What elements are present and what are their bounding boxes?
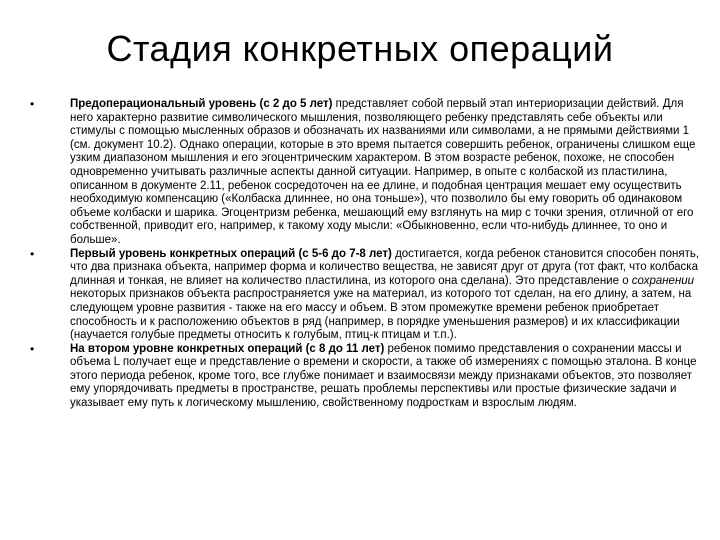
bullet-marker: • [30, 246, 35, 261]
bullet-text: представляет собой первый этап интериоризации действий. Для него характерно развитие символического мышления, позволяющего ребенку представлять себе объекты или стимулы с помощью мысленных образов и обозначать их названиями или символами, а не прямыми действиями 1 (см. документ 10.2). Однако операции, которые в это время пытается совершить ребенок, ограничены слишком еще узким диапазоном мышления и его эгоцентрическим характером. В этом возрасте ребенок, похоже, не способен одновременно учитывать различные аспекты данной ситуации. Например, в опыте с колбаской из пластилина, описанном в документе 2.11, ребенок сосредоточен на ее длине, и подобная центрация мешает ему осуществить необходимую компенсацию («Колбаска длиннее, но она тоньше»), что позволило бы ему говорить об одинаковом объеме колбаски и шарика. Эгоцентризм ребенка, мешающий ему взглянуть на мир с точки зрения, отличной от его собственной, приводит его, например, к такому ходу мысли: «Обыкновенно, если что-нибудь длиннее, то оно и больше». [70, 98, 696, 246]
bullet-italic-term: сохранении [631, 274, 695, 287]
bullet-lead: Предоперациональный уровень (с 2 до 5 лет) [70, 98, 333, 110]
bullet-item-preoperational [30, 98, 700, 248]
bullet-item-first-concrete-level [30, 248, 700, 343]
bullet-lead: На втором уровне конкретных операций (с 8 до 11 лет) [70, 342, 385, 355]
bullet-item-second-concrete-level [30, 343, 700, 411]
bullet-marker: • [30, 97, 35, 111]
bullet-text: достигается, когда ребенок становится способен понять, что два признака объекта, например форма и количество вещества, не зависят друг от друга (тот факт, что колбаска длинная и тонкая, не влияет на количество пластилина, из которого она сделана). Это представление о [70, 247, 700, 287]
slide-title: Стадия конкретных операций [106, 28, 614, 69]
bullet-list [30, 98, 700, 411]
bullet-text: ребенок помимо представления о сохранении массы и объема L получает еще и представление о времени и скорости, а также об измерениях с помощью эталона. В конце этого периода ребенок, кроме того, все глубже понимает и взаимосвязи между признаками объектов, это позволяет ему упорядочивать предметы в пространстве, решать проблемы перспективы или простые физические задачи и указывает ему путь к логическому мышлению, свойственному подросткам и взрослым людям. [70, 342, 697, 410]
bullet-marker: • [30, 341, 35, 356]
bullet-text-continued: некоторых признаков объекта распространяется уже на материал, из которого тот сделан, на его длину, а затем, на следующем уровне развития - также на его массу и объем. В этом промежутке времени ребенок приобретает способность и к расположению объектов в ряд (например, в порядке уменьшения размеров) и их классификации (научается голубые предметы относить к голубым, птиц-к птицам и т.п.). [70, 288, 692, 342]
bullet-lead: Первый уровень конкретных операций (с 5-6 до 7-8 лет) [70, 247, 392, 260]
